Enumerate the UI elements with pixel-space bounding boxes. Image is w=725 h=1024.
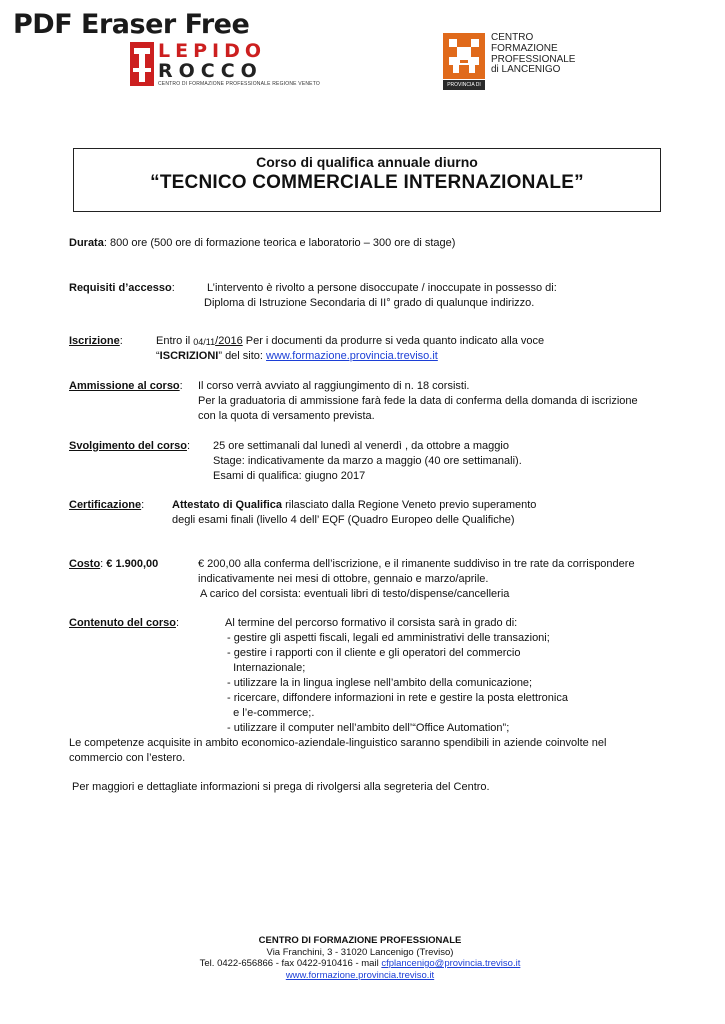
costo-line-1: € 200,00 alla conferma dell’iscrizione, e il rimanente suddiviso in tre rate da corrispondere [198, 558, 635, 570]
ammissione-line-2: Per la graduatoria di ammissione farà fede la data di conferma della domanda di iscrizione [198, 395, 638, 407]
contenuto-outro-2: commercio con l’estero. [69, 752, 186, 764]
ammissione-label: Ammissione al corso [69, 380, 180, 392]
contenuto-item-6: e l’e-commerce;. [227, 707, 315, 719]
footer-contacts-text: Tel. 0422-656866 - fax 0422-910416 - mail [199, 958, 382, 969]
footer-email-link[interactable]: cfplancenigo@provincia.treviso.it [381, 958, 521, 969]
lepido-rocco-emblem-icon [130, 42, 154, 86]
footer-website-row [150, 970, 570, 982]
certificazione-line-1 [172, 498, 536, 513]
iscrizione-website-link[interactable]: www.formazione.provincia.treviso.it [266, 350, 438, 362]
costo-line-2: indicativamente nei mesi di ottobre, gennaio e marzo/aprile. [198, 573, 489, 585]
course-title: “TECNICO COMMERCIALE INTERNAZIONALE” [150, 172, 584, 193]
iscrizione-line-2 [156, 349, 438, 364]
costo-amount: € 1.900,00 [106, 558, 159, 570]
contenuto-intro: Al termine del percorso formativo il corsista sarà in grado di: [225, 617, 518, 629]
contenuto-item-2: - gestire i rapporti con il cliente e gli operatori del commercio [227, 647, 521, 659]
certificazione-rest: rilasciato dalla Regione Veneto previo superamento [282, 499, 537, 511]
durata-text: : 800 ore (500 ore di formazione teorica e laboratorio – 300 ore di stage) [103, 237, 456, 249]
cfp-line-3: PROFESSIONALE [491, 53, 576, 65]
contenuto-label: Contenuto del corso [69, 617, 176, 629]
costo-label: Costo [69, 558, 101, 570]
svolgimento-line-1: 25 ore settimanali dal lunedì al venerdì , da ottobre a maggio [213, 440, 509, 452]
lepido-rocco-logo [130, 40, 320, 88]
footer-address: Via Franchini, 3 - 31020 Lancenigo (Treviso) [266, 946, 454, 958]
svolgimento-label-row [69, 439, 190, 454]
iscrizione-colon: : [119, 335, 123, 347]
iscrizione-label-row [69, 334, 123, 349]
svolgimento-label: Svolgimento del corso [69, 440, 187, 452]
iscrizione-post: Per i documenti da produrre si veda quanto indicato alla voce [242, 335, 545, 347]
iscrizione-label: Iscrizione [69, 335, 120, 347]
contenuto-item-1: - gestire gli aspetti fiscali, legali ed amministrativi delle transazioni; [227, 632, 550, 644]
info-note: Per maggiori e dettagliate informazioni si prega di rivolgersi alla segreteria del Centro. [72, 781, 490, 793]
svolgimento-colon: : [186, 440, 191, 452]
contenuto-item-4: - utilizzare la in lingua inglese nell’ambito della comunicazione; [227, 677, 533, 689]
durata-label: Durata [69, 237, 104, 249]
contenuto-item-5: - ricercare, diffondere informazioni in rete e gestire la posta elettronica [227, 692, 568, 704]
durata-row [69, 236, 455, 251]
course-subtitle: Corso di qualifica annuale diurno [256, 154, 478, 170]
costo-line-3: A carico del corsista: eventuali libri di testo/dispense/cancelleria [200, 588, 510, 600]
iscrizione-mid: ” del sito: [218, 350, 267, 362]
footer-contacts [150, 958, 570, 970]
requisiti-line-2: Diploma di Istruzione Secondaria di II° grado di qualunque indirizzo. [204, 297, 535, 309]
iscrizione-bold: ISCRIZIONI [159, 350, 219, 362]
footer-website-link[interactable]: www.formazione.provincia.treviso.it [285, 969, 435, 981]
ammissione-line-1: Il corso verrà avviato al raggiungimento di n. 18 corsisti. [198, 380, 470, 392]
certificazione-bold: Attestato di Qualifica [172, 499, 283, 511]
certificazione-colon: : [141, 499, 145, 511]
svolgimento-line-3: Esami di qualifica: giugno 2017 [213, 470, 366, 482]
contenuto-outro-1: Le competenze acquisite in ambito economico-aziendale-linguistico saranno spendibili in aziende coinvolte nel [69, 737, 607, 749]
certificazione-label: Certificazione [69, 499, 142, 511]
contenuto-item-3: Internazionale; [227, 662, 306, 674]
provincia-treviso-emblem-icon [443, 33, 485, 79]
svolgimento-line-2: Stage: indicativamente da marzo a maggio (40 ore settimanali). [213, 455, 522, 467]
requisiti-label-row [69, 281, 175, 296]
cfp-logo-text [491, 33, 575, 76]
contenuto-colon: : [175, 617, 180, 629]
requisiti-line-1: L’intervento è rivolto a persone disoccupate / inoccupate in possesso di: [207, 282, 557, 294]
iscrizione-pre: Entro il [156, 335, 194, 347]
costo-colon: : [100, 558, 107, 570]
ammissione-label-row [69, 379, 183, 394]
cfp-line-4: di LANCENIGO [491, 64, 561, 76]
course-title-box [73, 148, 661, 212]
iscrizione-date-year: /2016 [215, 335, 243, 347]
logo-subtitle: CENTRO DI FORMAZIONE PROFESSIONALE REGIONE VENETO [158, 81, 320, 87]
cfp-line-1: CENTRO [491, 32, 534, 43]
iscrizione-quote: “ [156, 350, 160, 362]
certificazione-line-2: degli esami finali (livello 4 dell’ EQF (Quadro Europeo delle Qualifiche) [172, 514, 515, 526]
ammissione-colon: : [179, 380, 183, 392]
footer-center-name: CENTRO DI FORMAZIONE PROFESSIONALE [258, 935, 462, 946]
requisiti-label: Requisiti d’accesso [69, 282, 172, 294]
iscrizione-line-1 [156, 334, 544, 350]
certificazione-label-row [69, 498, 144, 513]
cfp-lancenigo-logo [443, 32, 613, 98]
logo-word-1: LEPIDO [158, 40, 267, 62]
contenuto-item-7: - utilizzare il computer nell’ambito dell’“Office Automation”; [227, 722, 510, 734]
watermark-text: PDF Eraser Free [13, 9, 250, 40]
costo-label-row [69, 557, 158, 572]
requisiti-colon: : [171, 282, 175, 294]
contenuto-label-row [69, 616, 179, 631]
iscrizione-date-small: 04/11 [193, 337, 216, 347]
cfp-line-2: FORMAZIONE [491, 42, 558, 54]
ammissione-line-3: con la quota di versamento prevista. [198, 410, 375, 422]
logo-word-2: ROCCO [158, 60, 263, 82]
provincia-badge: PROVINCIA DI TREVISO [443, 80, 485, 90]
